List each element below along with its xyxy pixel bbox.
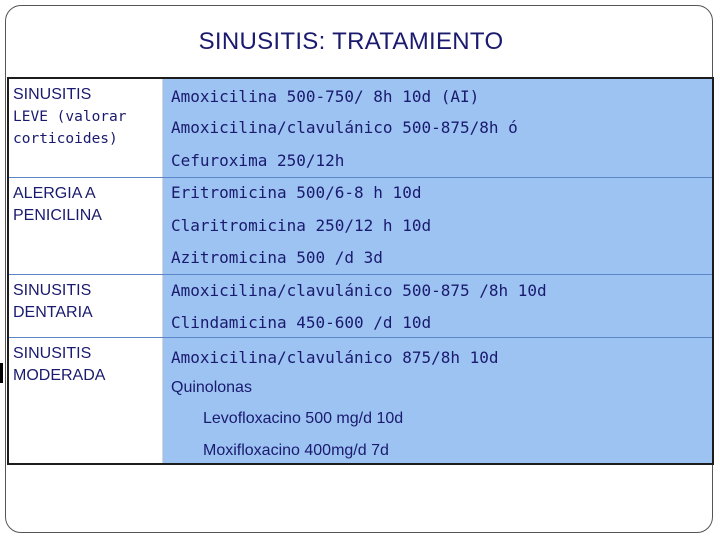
table-row-alergia	[9, 178, 712, 275]
treatment-line: Cefuroxima 250/12h	[171, 151, 345, 170]
row-label-moderada	[9, 338, 163, 463]
row-label-dentaria	[9, 275, 163, 337]
treatment-line: Amoxicilina/clavulánico 500-875/8h ó	[171, 118, 518, 137]
row-label-line: SINUSITIS	[13, 282, 92, 299]
treatment-line: Amoxicilina/clavulánico 500-875 /8h 10d	[171, 281, 547, 300]
row-label-line: LEVE (valorar	[13, 109, 127, 125]
treatment-line: Amoxicilina 500-750/ 8h 10d (AI)	[171, 87, 480, 106]
row-label-alergia	[9, 178, 163, 274]
treatment-line: Claritromicina 250/12 h 10d	[171, 216, 432, 235]
table-row-moderada	[9, 338, 712, 463]
row-treatments-moderada	[169, 338, 712, 463]
row-label-leve	[9, 79, 163, 177]
table-row-dentaria	[9, 275, 712, 338]
row-label-line: DENTARIA	[13, 304, 93, 321]
row-label-line: SINUSITIS	[13, 86, 92, 103]
row-treatments-alergia	[169, 178, 712, 274]
treatment-line: Levofloxacino 500 mg/d 10d	[203, 410, 404, 427]
treatment-line: Eritromicina 500/6-8 h 10d	[171, 183, 422, 202]
treatment-line: Moxifloxacino 400mg/d 7d	[203, 442, 389, 459]
table-row-leve	[9, 79, 712, 178]
row-treatments-leve	[169, 79, 712, 177]
treatment-line: Clindamicina 450-600 /d 10d	[171, 313, 432, 332]
row-label-line: SINUSITIS	[13, 345, 92, 362]
treatment-line: Quinolonas	[171, 379, 252, 396]
row-label-line: ALERGIA A	[13, 185, 96, 202]
row-treatments-dentaria	[169, 275, 712, 337]
left-edge-mark	[0, 363, 3, 383]
row-label-line: MODERADA	[13, 367, 106, 384]
slide-title: SINUSITIS: TRATAMIENTO	[198, 28, 504, 55]
treatment-table	[7, 77, 714, 465]
row-label-line: PENICILINA	[13, 207, 102, 224]
row-label-line: corticoides)	[13, 131, 118, 147]
treatment-line: Amoxicilina/clavulánico 875/8h 10d	[171, 348, 499, 367]
treatment-line: Azitromicina 500 /d 3d	[171, 248, 383, 267]
